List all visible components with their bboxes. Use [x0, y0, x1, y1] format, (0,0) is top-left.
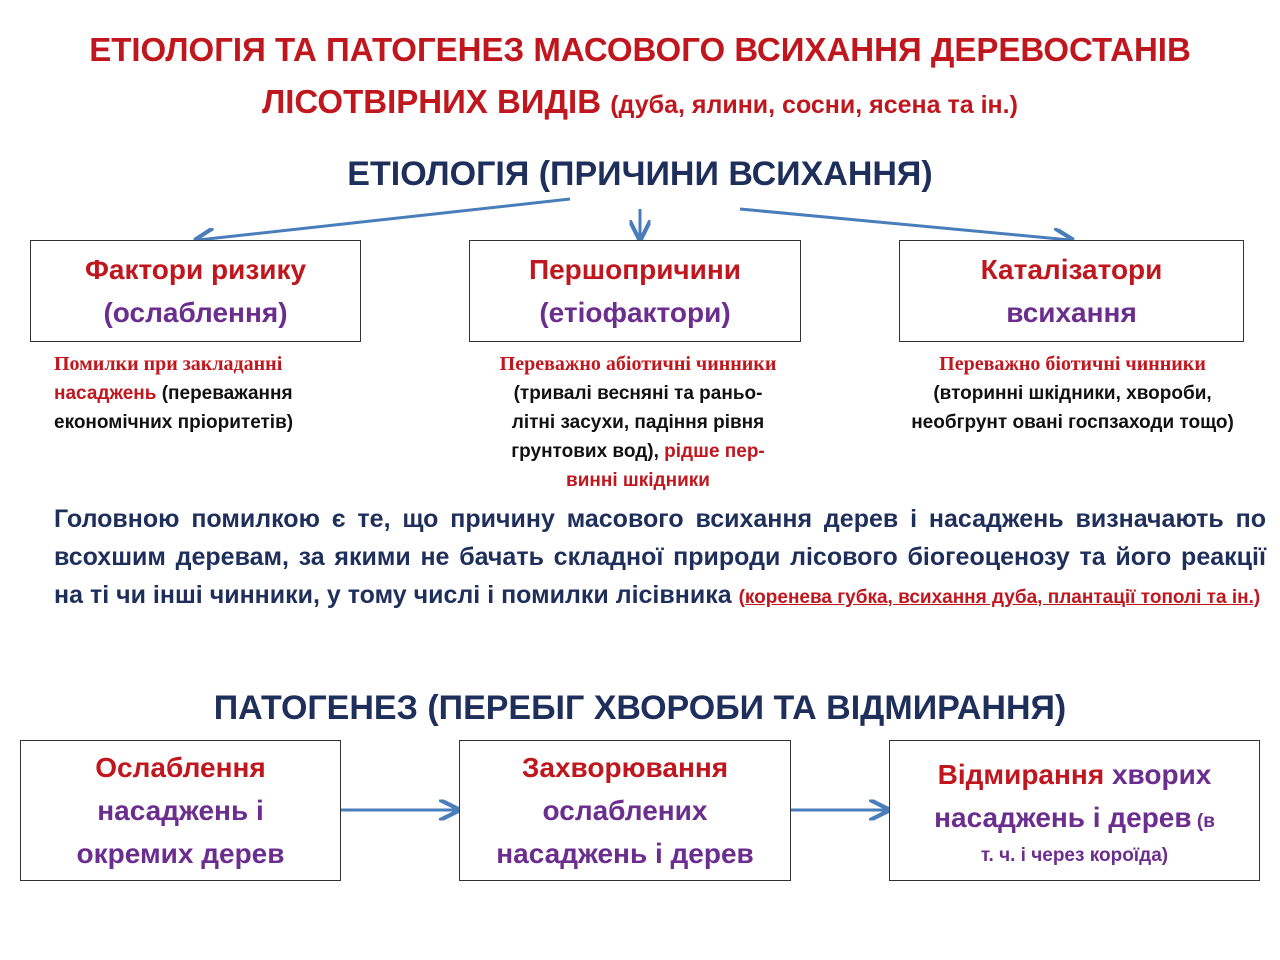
dieoff-title-rest: хворих	[1104, 758, 1212, 790]
title-line1-text: ЕТІОЛОГІЯ ТА ПАТОГЕНЕЗ МАСОВОГО ВСИХАННЯ ДЕРЕВОСТАНІВ	[89, 31, 1191, 68]
risk-factors-subtitle: (ослаблення)	[103, 297, 288, 328]
arrow-to-catalysts	[740, 209, 1070, 240]
primary-causes-subtitle: (етіофактори)	[539, 297, 731, 328]
catalysts-title: Каталізатори	[980, 254, 1163, 285]
paragraph-paren-open: (	[738, 587, 745, 608]
note-primary-line1: Переважно абіотичні чинники	[499, 353, 777, 375]
note-catalysts-line3: необгрунт овані госпзаходи тощо)	[911, 412, 1234, 433]
note-primary-line4-red: рідше пер-	[664, 441, 765, 462]
box-primary-causes	[469, 240, 801, 342]
box-weakening	[20, 740, 341, 881]
arrow-to-risk-factors	[198, 199, 570, 240]
box-dieoff	[889, 740, 1260, 881]
note-catalysts-line1: Переважно біотичні чинники	[939, 353, 1206, 375]
main-error-paragraph	[54, 500, 1266, 617]
pathogenesis-heading	[0, 688, 1280, 728]
note-risk-line3: економічних пріоритетів)	[54, 412, 294, 433]
paragraph-examples: коренева губка, всихання дуба, плантації тополі та ін.)	[744, 587, 1261, 608]
box-catalysts	[899, 240, 1244, 342]
note-risk-factors	[54, 350, 394, 437]
disease-line2: ослаблених	[542, 795, 708, 826]
note-risk-line2-rest: (переважання	[156, 383, 293, 404]
dieoff-note-end: т. ч. і через короїда)	[980, 844, 1169, 866]
weakening-title: Ослаблення	[95, 752, 266, 783]
note-primary-causes	[440, 350, 836, 495]
paragraph-text: Головною помилкою є те, що причину масового всихання дерев і насаджень визначають по всохшим деревам, за якими не бачать складної природи лісового біогеоценозу та його реакції на ті чи інші чинники, у тому числі і помилки лісівника	[54, 505, 1266, 609]
note-catalysts-line2: (вторинні шкідники, хвороби,	[933, 383, 1212, 404]
box-risk-factors	[30, 240, 361, 342]
weakening-line3: окремих дерев	[76, 838, 285, 869]
title-line2-main: ЛІСОТВІРНИХ ВИДІВ	[262, 83, 602, 120]
catalysts-subtitle: всихання	[1006, 297, 1137, 328]
note-catalysts	[880, 350, 1265, 437]
note-risk-line1: Помилки при закладанні	[54, 353, 283, 375]
box-disease	[459, 740, 791, 881]
note-primary-line4-black: грунтових вод),	[511, 441, 665, 462]
weakening-line2: насаджень і	[97, 795, 264, 826]
disease-line3: насаджень і дерев	[496, 838, 754, 869]
title-line2-species: (дуба, ялини, сосни, ясена та ін.)	[610, 91, 1018, 119]
note-primary-line2: (тривалі весняні та раньо-	[513, 383, 763, 404]
note-risk-line2-red: насаджень	[54, 383, 157, 404]
note-primary-line5: винні шкідники	[566, 470, 710, 491]
note-primary-line3: літні засухи, падіння рівня	[511, 412, 765, 433]
dieoff-line2: насаджень і дерев	[934, 801, 1192, 833]
dieoff-note-start: (в	[1191, 810, 1215, 832]
pathogenesis-heading-text: ПАТОГЕНЕЗ (ПЕРЕБІГ ХВОРОБИ ТА ВІДМИРАННЯ)	[213, 689, 1067, 727]
disease-title: Захворювання	[521, 752, 729, 783]
risk-factors-title: Фактори ризику	[84, 254, 307, 285]
dieoff-title: Відмирання	[937, 758, 1105, 790]
etiology-heading-text: ЕТІОЛОГІЯ (ПРИЧИНИ ВСИХАННЯ)	[347, 155, 933, 193]
primary-causes-title: Першопричини	[528, 254, 742, 285]
